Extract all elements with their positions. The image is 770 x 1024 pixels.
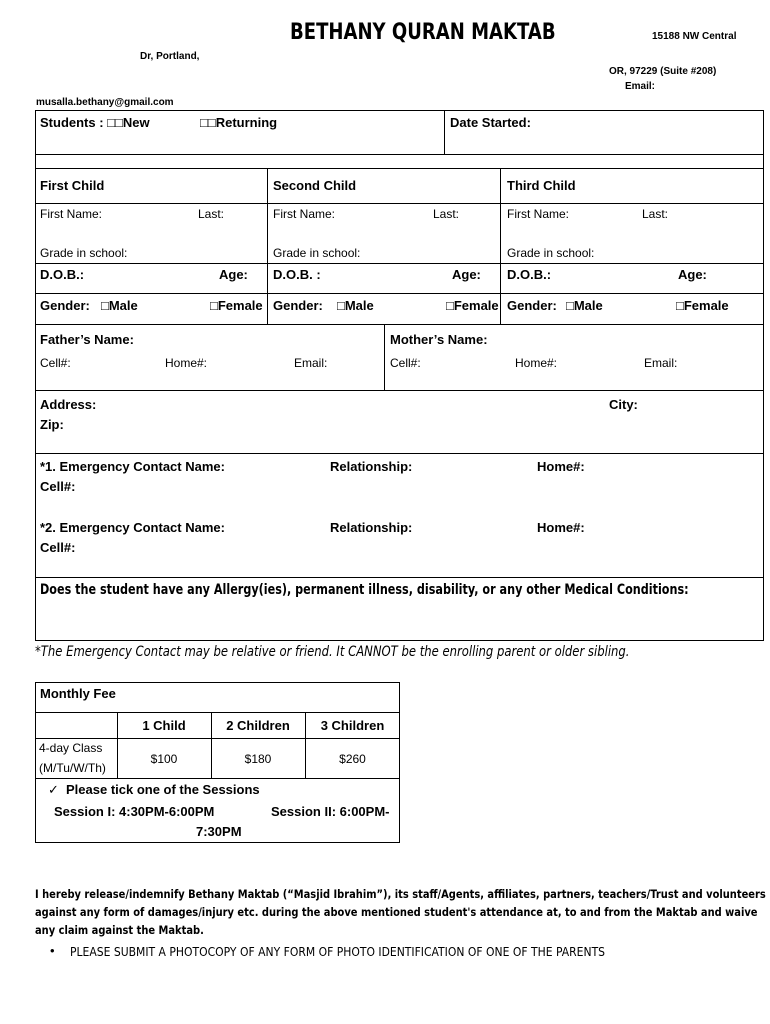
mother-email-field[interactable]: Email:: [644, 356, 678, 370]
fee-row-label: 4-day Class: [39, 741, 103, 755]
first-child-gender-label: Gender:: [40, 298, 90, 313]
monthly-fee-title: Monthly Fee: [40, 686, 116, 701]
first-child-last-name[interactable]: Last:: [198, 207, 225, 221]
emergency-contact-2-cell[interactable]: Cell#:: [40, 540, 76, 555]
address-line-2: Dr, Portland,: [140, 51, 200, 62]
third-child-dob[interactable]: D.O.B.:: [507, 267, 552, 282]
mother-home-field[interactable]: Home#:: [515, 356, 558, 370]
fathers-name-field[interactable]: Father’s Name:: [40, 332, 134, 347]
release-statement: [35, 885, 770, 939]
father-home-field[interactable]: Home#:: [165, 356, 208, 370]
students-returning-checkbox[interactable]: □□Returning: [200, 115, 278, 130]
fee-col-3-children: 3 Children: [320, 718, 385, 733]
second-child-last-name[interactable]: Last:: [433, 207, 460, 221]
students-new-checkbox[interactable]: Students : □□New: [40, 115, 150, 130]
second-child-age[interactable]: Age:: [452, 267, 481, 282]
emergency-contact-note: *The Emergency Contact may be relative or friend. It CANNOT be the enrolling parent or older sibling.: [35, 644, 630, 660]
address-line-1: 15188 NW Central: [652, 31, 737, 42]
emergency-contact-1-name[interactable]: *1. Emergency Contact Name:: [40, 459, 225, 474]
medical-conditions-field[interactable]: Does the student have any Allergy(ies), permanent illness, disability, or any other Medical Conditions:: [40, 582, 689, 598]
third-child-heading: Third Child: [507, 178, 576, 193]
session-2-end-time: 7:30PM: [196, 824, 242, 839]
session-tick-instruction: Please tick one of the Sessions: [66, 782, 260, 797]
address-field[interactable]: Address:: [40, 397, 97, 412]
first-child-female-checkbox[interactable]: □Female: [210, 298, 263, 313]
second-child-heading: Second Child: [273, 178, 357, 193]
page-title: BETHANY QURAN MAKTAB: [290, 20, 556, 45]
registration-form: [35, 110, 764, 641]
first-child-grade[interactable]: Grade in school:: [40, 246, 128, 260]
release-text: I hereby release/indemnify Bethany Maktab (“Masjid Ibrahim”), its staff/Agents, affiliates, partners, teachers/Trust and volunteers against any form of damages/injury etc. during the above mentioned student's attendance at, to and from the Maktab and waive any claim against the Maktab.: [35, 887, 766, 937]
first-child-heading: First Child: [40, 178, 105, 193]
fee-value-1-child: $100: [150, 752, 178, 766]
fee-value-2-children: $180: [244, 752, 272, 766]
first-child-dob[interactable]: D.O.B.:: [40, 267, 85, 282]
bullet-icon: •: [50, 943, 55, 958]
third-child-male-checkbox[interactable]: □Male: [566, 298, 603, 313]
third-child-last-name[interactable]: Last:: [642, 207, 669, 221]
mother-cell-field[interactable]: Cell#:: [390, 356, 421, 370]
first-child-male-checkbox[interactable]: □Male: [101, 298, 138, 313]
third-child-grade[interactable]: Grade in school:: [507, 246, 595, 260]
session-2-option[interactable]: Session II: 6:00PM-: [271, 804, 390, 819]
mothers-name-field[interactable]: Mother’s Name:: [390, 332, 488, 347]
second-child-dob[interactable]: D.O.B. :: [273, 267, 321, 282]
second-child-male-checkbox[interactable]: □Male: [337, 298, 374, 313]
date-started-field[interactable]: Date Started:: [450, 115, 531, 130]
email-label: Email:: [625, 81, 656, 92]
check-icon: ✓: [48, 782, 59, 797]
address-line-3: OR, 97229 (Suite #208): [609, 66, 717, 77]
first-child-age[interactable]: Age:: [219, 267, 248, 282]
fee-col-1-child: 1 Child: [142, 718, 186, 733]
second-child-first-name[interactable]: First Name:: [273, 207, 336, 221]
fee-row-days: (M/Tu/W/Th): [39, 761, 106, 775]
emergency-contact-2-relationship[interactable]: Relationship:: [330, 520, 413, 535]
fee-value-3-children: $260: [339, 752, 366, 766]
emergency-contact-1-cell[interactable]: Cell#:: [40, 479, 76, 494]
father-email-field[interactable]: Email:: [294, 356, 328, 370]
photo-id-requirement: PLEASE SUBMIT A PHOTOCOPY OF ANY FORM OF PHOTO IDENTIFICATION OF ONE OF THE PARENTS: [70, 945, 606, 959]
contact-email: musalla.bethany@gmail.com: [36, 97, 174, 108]
first-child-first-name[interactable]: First Name:: [40, 207, 103, 221]
second-child-grade[interactable]: Grade in school:: [273, 246, 361, 260]
emergency-contact-1-home[interactable]: Home#:: [537, 459, 585, 474]
third-child-age[interactable]: Age:: [678, 267, 707, 282]
emergency-contact-2-home[interactable]: Home#:: [537, 520, 585, 535]
emergency-contact-1-relationship[interactable]: Relationship:: [330, 459, 413, 474]
session-1-option[interactable]: Session I: 4:30PM-6:00PM: [54, 804, 215, 819]
emergency-contact-2-name[interactable]: *2. Emergency Contact Name:: [40, 520, 225, 535]
second-child-gender-label: Gender:: [273, 298, 323, 313]
zip-field[interactable]: Zip:: [40, 417, 64, 432]
third-child-female-checkbox[interactable]: □Female: [676, 298, 729, 313]
city-field[interactable]: City:: [609, 397, 638, 412]
third-child-first-name[interactable]: First Name:: [507, 207, 570, 221]
fee-col-2-children: 2 Children: [226, 718, 290, 733]
second-child-female-checkbox[interactable]: □Female: [446, 298, 499, 313]
third-child-gender-label: Gender:: [507, 298, 557, 313]
father-cell-field[interactable]: Cell#:: [40, 356, 71, 370]
